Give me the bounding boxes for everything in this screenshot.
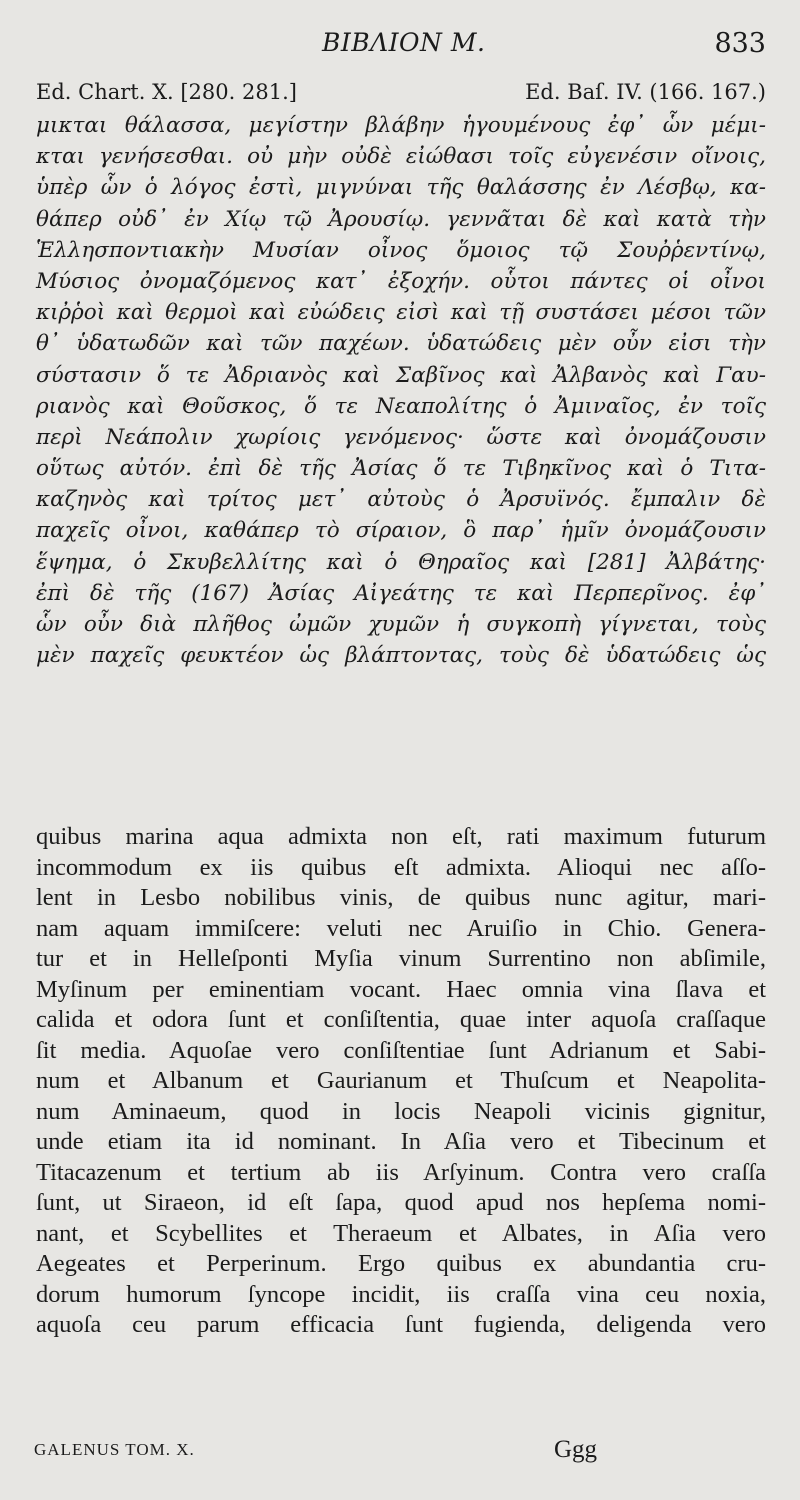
edition-reference-line [36,80,766,108]
page-footer [34,1436,766,1468]
page-header [0,28,800,64]
latin-line: ſunt, ut Siraeon, id eſt ſapa, quod apud nos hepſema nomi- [36,1189,766,1216]
greek-text-block [36,110,766,671]
greek-line: ἐπὶ δὲ τῆς (167) Ἀσίας Αἰγεάτης τε καὶ Περπερῖνος. ἐφ᾽ [36,580,766,606]
latin-line: Titacazenum et tertium ab iis Arſyinum. Contra vero craſſa [36,1158,766,1186]
latin-line: lent in Lesbo nobilibus vinis, de quibus nunc agitur, mari- [36,884,766,911]
latin-line: Aegeates et Perperinum. Ergo quibus ex abundantia cru- [36,1250,766,1277]
latin-text-block [36,822,766,1341]
latin-line: nam aquam immiſcere: veluti nec Aruiſio in Chio. Genera- [36,914,766,942]
latin-line: num et Albanum et Gaurianum et Thuſcum et Neapolita- [36,1067,766,1094]
latin-line: num Aminaeum, quod in locis Neapoli vicinis gignitur, [36,1097,766,1125]
latin-line: nant, et Scybellites et Theraeum et Albates, in Aſia vero [36,1219,766,1247]
gathering-signature: Ggg [554,1436,598,1463]
greek-line: καζηνὸς καὶ τρίτος μετ᾽ αὐτοὺς ὁ Ἀρσυϊνός. ἔμπαλιν δὲ [36,487,766,513]
page-number: 833 [714,28,766,59]
greek-line: περὶ Νεάπολιν χωρίοις γενόμενος· ὥστε καὶ ὀνομάζουσιν [36,424,766,450]
greek-line: Μύσιος ὀνομαζόμενος κατ᾽ ἐξοχήν. οὗτοι πάντες οἱ οἶνοι [36,268,766,294]
greek-line: μὲν παχεῖς φευκτέον ὡς βλάπτοντας, τοὺς δὲ ὑδατώδεις ὡς [36,643,766,669]
greek-line: Ἑλλησποντιακὴν Μυσίαν οἶνος ὅμοιος τῷ Σουῤῥεντίνῳ, [36,237,766,263]
greek-line: ριανὸς καὶ Θοῦσκος, ὅ τε Νεαπολίτης ὁ Ἀμιναῖος, ἐν τοῖς [36,393,766,419]
latin-line: quibus marina aqua admixta non eſt, rati maximum futurum [36,823,766,850]
latin-line: Myſinum per eminentiam vocant. Haec omnia vina ſlava et [36,975,766,1003]
greek-line: παχεῖς οἶνοι, καθάπερ τὸ σίραιον, ὃ παρ᾽ ἡμῖν ὀνομάζουσιν [36,518,766,544]
latin-line: incommodum ex iis quibus eſt admixta. Alioqui nec aſſo- [36,853,766,881]
greek-line: κιῤῥοὶ καὶ θερμοὶ καὶ εὐώδεις εἰσὶ καὶ τῇ συστάσει μέσοι τῶν [36,300,766,326]
greek-line: κται γενήσεσθαι. οὐ μὴν οὐδὲ εἰώθασι τοῖς εὐγενέσιν οἴνοις, [36,144,766,170]
running-title: ΒΙΒΛΙΟΝ Μ. [322,28,486,57]
volume-signature: GALENUS TOM. X. [34,1440,195,1459]
latin-line: tur et in Helleſponti Myſia vinum Surrentino non abſimile, [36,945,766,972]
edition-chartier-reference: Ed. Chart. X. [280. 281.] [36,80,297,104]
greek-line: μικται θάλασσα, μεγίστην βλάβην ἡγουμένους ἐφ᾽ ὧν μέμι- [36,113,766,138]
latin-line: aquoſa ceu parum efficacia ſunt fugienda, deligenda vero [36,1311,766,1338]
greek-line: ὑπὲρ ὧν ὁ λόγος ἐστὶ, μιγνύναι τῆς θαλάσσης ἐν Λέσβῳ, κα- [36,175,766,201]
latin-line: dorum humorum ſyncope incidit, iis craſſa vina ceu noxia, [36,1280,766,1308]
greek-line: σύστασιν ὅ τε Ἀδριανὸς καὶ Σαβῖνος καὶ Ἀλβανὸς καὶ Γαυ- [36,362,766,388]
greek-line: θάπερ οὐδ᾽ ἐν Χίῳ τῷ Ἀρουσίῳ. γεννᾶται δὲ καὶ κατὰ τὴν [36,206,766,232]
greek-line: θ᾽ ὑδατωδῶν καὶ τῶν παχέων. ὑδατώδεις μὲν οὖν εἰσι τὴν [36,331,766,357]
greek-line: ἕψημα, ὁ Σκυβελλίτης καὶ ὁ Θηραῖος καὶ [281] Ἀλβάτης· [36,549,766,575]
greek-line: ὧν οὖν διὰ πλῆθος ὠμῶν χυμῶν ἡ συγκοπὴ γίγνεται, τοὺς [36,612,766,637]
edition-basel-reference: Ed. Baſ. IV. (166. 167.) [525,80,766,104]
latin-line: calida et odora ſunt et conſiſtentia, quae inter aquoſa craſſaque [36,1006,766,1033]
latin-line: ſit media. Aquoſae vero conſiſtentiae ſunt Adrianum et Sabi- [36,1036,766,1064]
latin-line: unde etiam ita id nominant. In Aſia vero et Tibecinum et [36,1128,766,1155]
greek-line: οὕτως αὐτόν. ἐπὶ δὲ τῆς Ἀσίας ὅ τε Τιβηκῖνος καὶ ὁ Τιτα- [36,456,766,482]
